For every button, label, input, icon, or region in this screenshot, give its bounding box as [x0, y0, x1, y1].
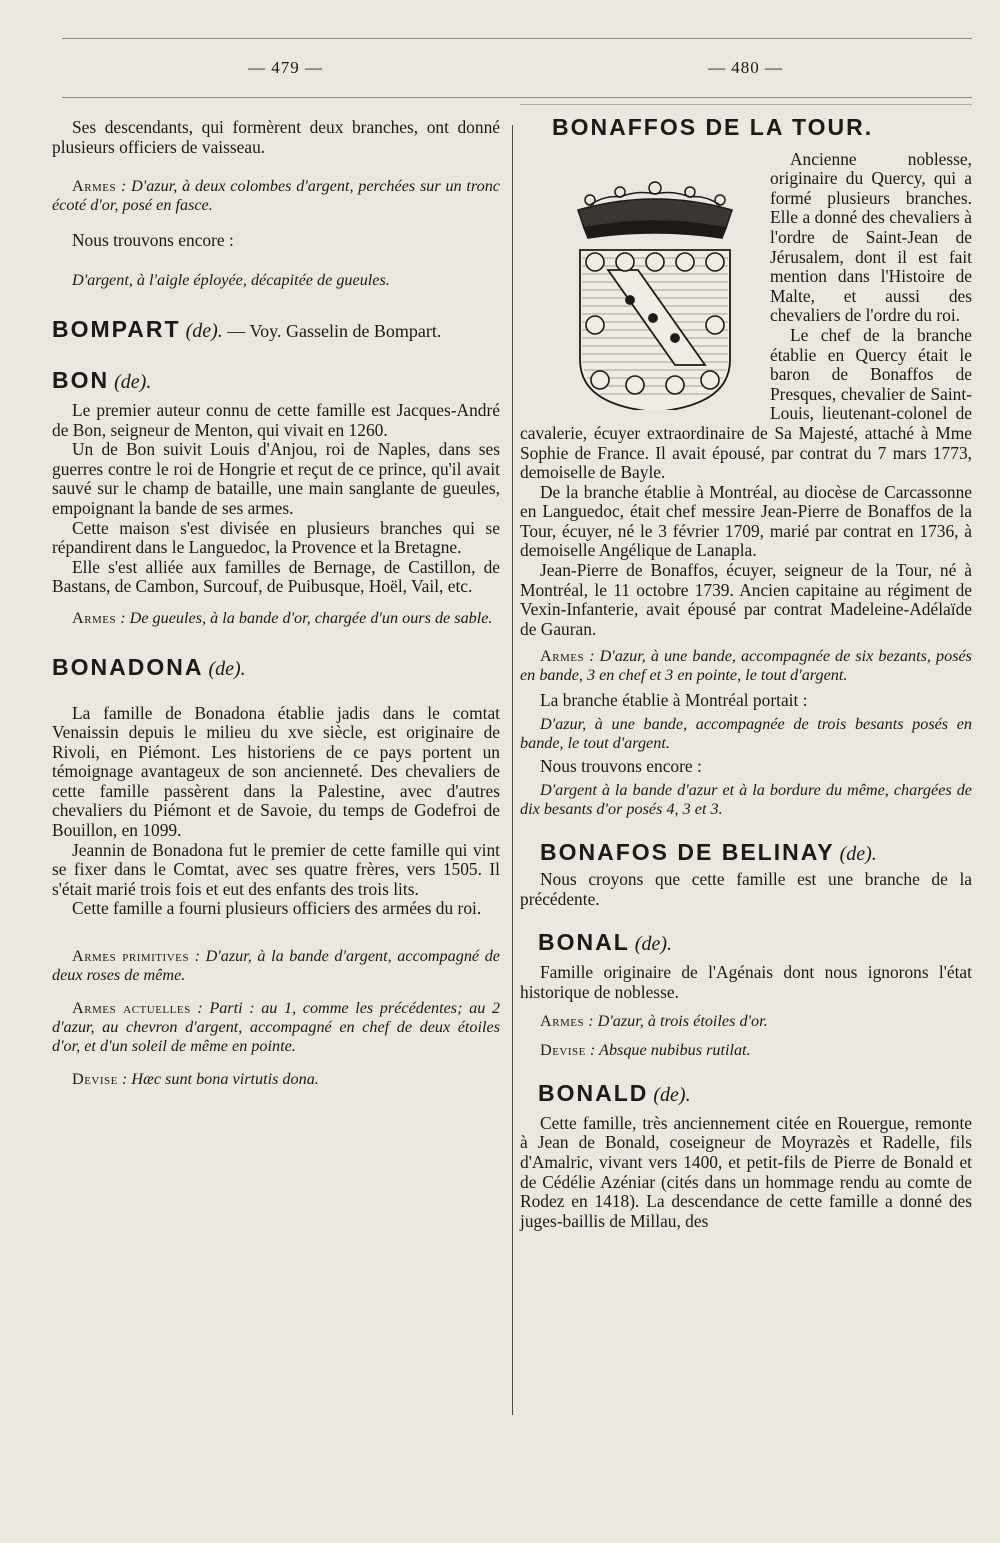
arms-entry: Armes primitives : D'azur, à la bande d'argent, accompagné de deux roses de même. [52, 947, 500, 985]
entry-bonal: BONAL (de). [538, 929, 672, 956]
paragraph: Nous trouvons encore : [540, 756, 702, 777]
paragraph: Jean-Pierre de Bonaffos, écuyer, seigneur de la Tour, né à Montréal, le 11 octobre 1739. Ancien capitaine au régiment de Vexin-Infanterie, avait épousé par contrat Madeleine-Adélaïde de Gauran. [520, 560, 972, 639]
paragraph: Famille originaire de l'Agénais dont nous ignorons l'état historique de noblesse. [520, 962, 972, 1002]
paragraph: Un de Bon suivit Louis d'Anjou, roi de Naples, dans ses guerres contre le roi de Hongrie et reçut de ce prince, qu'il avait sauvé sur le champ de bataille, une main sanglante de gueules, empoignant la bande de ses armes. [52, 439, 500, 518]
entry-bonaffos: BONAFFOS DE LA TOUR. [552, 114, 874, 140]
arms-entry: Armes : D'azur, à trois étoiles d'or. [540, 1012, 768, 1031]
arms-entry: Armes actuelles : Parti : au 1, comme les précédentes; au 2 d'azur, au chevron d'argent, accompagné en chef de deux étoiles d'or, et d'un soleil de même en pointe. [52, 999, 500, 1056]
arms-entry: D'argent, à l'aigle éployée, décapitée de gueules. [72, 270, 390, 289]
arms-entry: Armes : De gueules, à la bande d'or, chargée d'un ours de sable. [72, 608, 493, 627]
header-rule [62, 97, 972, 98]
arms-entry: D'argent à la bande d'azur et à la bordure du même, chargées de dix besants d'or posés 4, 3 et 3. [520, 780, 972, 818]
paragraph: Le chef de la branche établie en Quercy était le baron de Bonaffos de Presques, chevalier de Saint-Louis, lieutenant-colonel de cavalerie, écuyer extraordinaire de Sa Majesté, attaché à Mme Sophie de France. Il avait épousé, par contrat du 7 mars 1773, demoiselle de Bayle. [520, 324, 972, 483]
paragraph: Ses descendants, qui formèrent deux branches, ont donné plusieurs officiers de vaisseau. [52, 117, 500, 157]
paragraph: Cette maison s'est divisée en plusieurs branches qui se répandirent dans le Languedoc, la Provence et la Bretagne. [52, 517, 500, 558]
paragraph: Cette famille, très anciennement citée en Rouergue, remonte à Jean de Bonald, coseigneur de Moyrazès et Radelle, fils d'Amalric, vivant vers 1400, et petit-fils de Pierre de Bonald et de Cédélie Azéniar (cités dans un hommage rendu au comte de Rodez en 1418). La descendance de cette famille a donné des juges-baillis de Millau, des [520, 1112, 972, 1231]
paragraph: Elle s'est alliée aux familles de Bernage, de Castillon, de Bastans, de Cambon, Surcouf, de Puibusque, Hoël, Vail, etc. [52, 556, 500, 597]
entry-bonald: BONALD (de). [538, 1080, 691, 1107]
arms-entry: Armes : D'azur, à une bande, accompagnée de six bezants, posés en bande, 3 en chef et 3 en pointe, le tout d'argent. [520, 647, 972, 685]
right-column [520, 114, 972, 1231]
paragraph: Cette famille a fourni plusieurs officiers des armées du roi. [72, 898, 482, 919]
crown-icon [578, 182, 732, 238]
devise-entry: Devise : Absque nubibus rutilat. [540, 1041, 751, 1060]
header-rule-right [520, 104, 972, 105]
paragraph: Nous croyons que cette famille est une branche de la précédente. [520, 869, 972, 909]
column-divider [512, 125, 513, 1415]
paragraph: La branche établie à Montréal portait : [540, 690, 808, 711]
left-page-number: — 479 — [248, 58, 323, 77]
paragraph: La famille de Bonadona établie jadis dans le comtat Venaissin depuis le milieu du xve siècle, est originaire de Rivoli, en Piémont. Les historiens de ce pays portent un témoignage avantageux de son ancienneté. Des chevaliers de cette famille passèrent dans la Palestine, avec d'autres chevaliers du Piémont et de Savoie, du temps de Godefroi de Bouillon, en 1099. [52, 702, 500, 841]
entry-bon: BON (de). [52, 367, 152, 394]
paragraph: Nous trouvons encore : [72, 230, 234, 251]
paragraph: Ancienne noblesse, originaire du Quercy, qui a formé plusieurs branches. Elle a donné des chevaliers à l'ordre de Saint-Jean de Jérusalem, dont il est fait mention dans l'Histoire de Malte, et aussi des chevaliers de l'ordre du roi. [770, 148, 972, 326]
paragraph: Jeannin de Bonadona fut le premier de cette famille qui vint se fixer dans le Comtat, avec ses quatre frères, vers 1505. Il s'était marié trois fois et eut des enfants des trois lits. [52, 839, 500, 899]
paragraph: De la branche établie à Montréal, au diocèse de Carcassonne en Languedoc, était chef messire Jean-Pierre de Bonaffos de la Tour, écuyer, né le 3 février 1709, marié par contrat en 1736, à demoiselle Angélique de Lanapla. [520, 481, 972, 561]
left-column [52, 118, 500, 1089]
devise-entry: Devise : Hæc sunt bona virtutis dona. [72, 1070, 319, 1089]
right-page-number: — 480 — [708, 58, 783, 77]
entry-bompart: BOMPART (de). — Voy. Gasselin de Bompart. [52, 315, 442, 342]
entry-belinay: BONAFOS DE BELINAY (de). [540, 838, 877, 865]
coat-of-arms-image [550, 150, 760, 410]
entry-bonadona: BONADONA (de). [52, 653, 246, 680]
arms-entry: D'azur, à une bande, accompagnée de trois besants posés en bande, le tout d'argent. [520, 715, 972, 753]
shield-icon [580, 250, 730, 410]
top-rule [62, 38, 972, 39]
paragraph: Le premier auteur connu de cette famille est Jacques-André de Bon, seigneur de Menton, qui vivait en 1260. [52, 399, 500, 440]
arms-entry: Armes : D'azur, à deux colombes d'argent, perchées sur un tronc écoté d'or, posé en fasce. [52, 177, 500, 215]
